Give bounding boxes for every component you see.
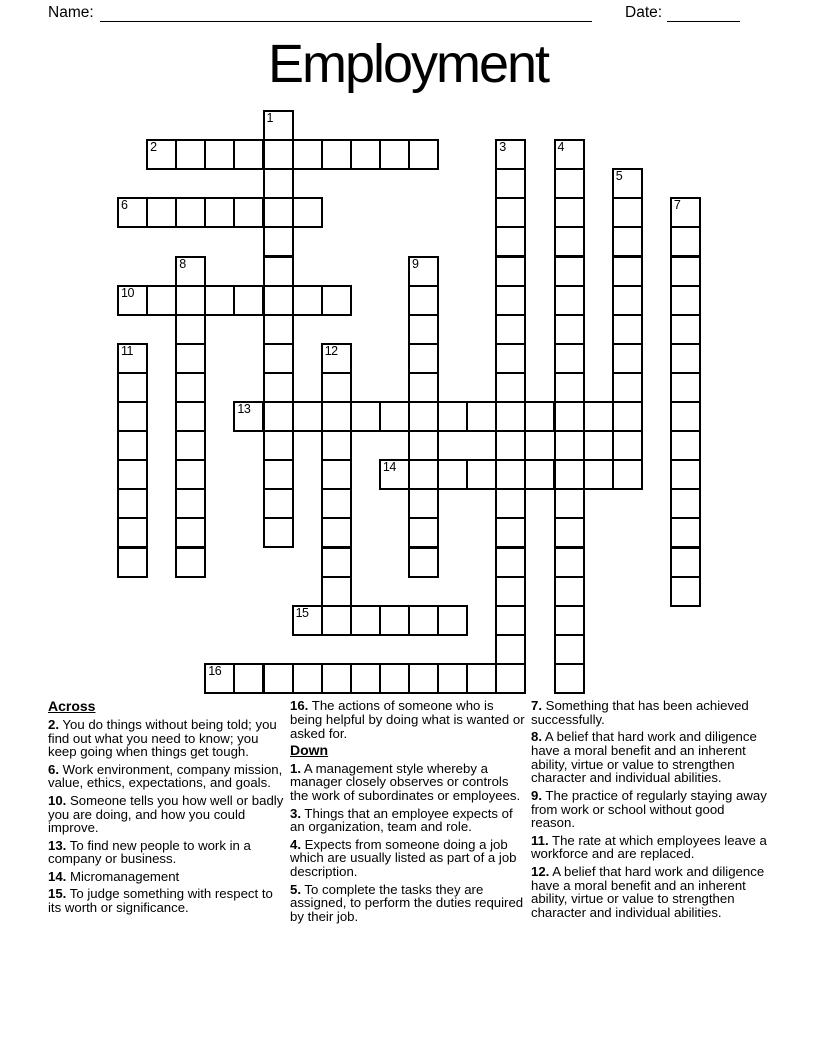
grid-cell-r19-c5[interactable] (263, 663, 294, 694)
grid-cell-r11-c2[interactable] (175, 430, 206, 461)
grid-cell-r9-c0[interactable] (117, 372, 148, 403)
grid-cell-r10-c10[interactable] (408, 401, 439, 432)
clue-across-13: 13. To find new people to work in a company or business. (48, 837, 251, 867)
clue-number: 1. (290, 760, 301, 776)
grid-cell-r6-c17[interactable] (612, 285, 643, 316)
grid-cell-r3-c6[interactable] (292, 197, 323, 228)
grid-cell-r19-c9[interactable] (379, 663, 410, 694)
clue-number: 13. (48, 837, 67, 853)
grid-cell-r18-c13[interactable] (495, 634, 526, 665)
clue-down-4: 4. Expects from someone doing a job which are usually listed as part of a job description. (290, 836, 517, 880)
cell-number-2: 2 (150, 140, 157, 155)
grid-cell-r10-c15[interactable] (554, 401, 585, 432)
grid-cell-r12-c19[interactable] (670, 459, 701, 490)
grid-cell-r10-c13[interactable] (495, 401, 526, 432)
grid-cell-r16-c15[interactable] (554, 576, 585, 607)
clues-column-2 (290, 699, 527, 927)
clue-number: 9. (531, 787, 542, 803)
clue-across-10: 10. Someone tells you how well or badly you are doing, and how you could improve. (48, 792, 284, 836)
grid-cell-r8-c0[interactable] (117, 343, 148, 374)
grid-cell-r6-c0[interactable] (117, 285, 148, 316)
grid-cell-r5-c15[interactable] (554, 256, 585, 287)
grid-cell-r4-c17[interactable] (612, 226, 643, 257)
grid-cell-r19-c11[interactable] (437, 663, 468, 694)
grid-cell-r12-c2[interactable] (175, 459, 206, 490)
grid-cell-r12-c11[interactable] (437, 459, 468, 490)
grid-cell-r8-c17[interactable] (612, 343, 643, 374)
clue-across-6: 6. Work environment, company mission, value, ethics, expectations, and goals. (48, 761, 283, 791)
grid-cell-r3-c4[interactable] (233, 197, 264, 228)
grid-cell-r1-c5[interactable] (263, 139, 294, 170)
cell-number-4: 4 (557, 140, 564, 155)
clue-number: 2. (48, 716, 59, 732)
grid-cell-r17-c15[interactable] (554, 605, 585, 636)
grid-cell-r6-c5[interactable] (263, 285, 294, 316)
cell-number-14: 14 (382, 460, 396, 475)
clue-number: 8. (531, 729, 542, 745)
grid-cell-r11-c7[interactable] (321, 430, 352, 461)
cell-number-12: 12 (324, 343, 338, 358)
clue-number: 14. (48, 868, 67, 884)
grid-cell-r19-c15[interactable] (554, 663, 585, 694)
grid-cell-r5-c17[interactable] (612, 256, 643, 287)
grid-cell-r6-c7[interactable] (321, 285, 352, 316)
cell-number-16: 16 (208, 663, 222, 678)
grid-cell-r15-c0[interactable] (117, 547, 148, 578)
grid-cell-r6-c19[interactable] (670, 285, 701, 316)
clue-number: 3. (290, 805, 301, 821)
grid-cell-r16-c13[interactable] (495, 576, 526, 607)
grid-cell-r7-c19[interactable] (670, 314, 701, 345)
grid-cell-r1-c9[interactable] (379, 139, 410, 170)
grid-cell-r15-c10[interactable] (408, 547, 439, 578)
grid-cell-r2-c13[interactable] (495, 168, 526, 199)
grid-cell-r15-c13[interactable] (495, 547, 526, 578)
cell-number-15: 15 (295, 605, 309, 620)
grid-cell-r19-c10[interactable] (408, 663, 439, 694)
clue-down-11: 11. The rate at which employees leave a workforce and are replaced. (531, 832, 767, 862)
grid-cell-r1-c2[interactable] (175, 139, 206, 170)
grid-cell-r17-c7[interactable] (321, 605, 352, 636)
grid-cell-r12-c9[interactable] (379, 459, 410, 490)
cell-number-10: 10 (121, 285, 134, 300)
grid-cell-r6-c15[interactable] (554, 285, 585, 316)
clue-down-7: 7. Something that has been achieved successfully. (531, 698, 749, 727)
grid-cell-r5-c2[interactable] (175, 256, 206, 287)
grid-cell-r14-c10[interactable] (408, 517, 439, 548)
clues-column-3 (531, 699, 768, 923)
grid-cell-r13-c0[interactable] (117, 488, 148, 519)
grid-cell-r6-c1[interactable] (146, 285, 177, 316)
grid-cell-r7-c10[interactable] (408, 314, 439, 345)
grid-cell-r19-c6[interactable] (292, 663, 323, 694)
grid-cell-r3-c15[interactable] (554, 197, 585, 228)
clue-number: 15. (48, 886, 67, 902)
grid-cell-r8-c5[interactable] (263, 343, 294, 374)
date-fill-line[interactable] (667, 5, 740, 22)
grid-cell-r11-c0[interactable] (117, 430, 148, 461)
grid-cell-r11-c17[interactable] (612, 430, 643, 461)
grid-cell-r9-c2[interactable] (175, 372, 206, 403)
grid-cell-r5-c19[interactable] (670, 256, 701, 287)
grid-cell-r9-c15[interactable] (554, 372, 585, 403)
grid-cell-r13-c15[interactable] (554, 488, 585, 519)
cell-number-13: 13 (237, 402, 251, 416)
grid-cell-r7-c17[interactable] (612, 314, 643, 345)
grid-cell-r10-c0[interactable] (117, 401, 148, 432)
grid-cell-r7-c5[interactable] (263, 314, 294, 345)
grid-cell-r8-c15[interactable] (554, 343, 585, 374)
grid-cell-r19-c8[interactable] (350, 663, 381, 694)
grid-cell-r15-c2[interactable] (175, 547, 206, 578)
grid-cell-r1-c3[interactable] (204, 139, 235, 170)
grid-cell-r10-c6[interactable] (292, 401, 323, 432)
grid-cell-r18-c15[interactable] (554, 634, 585, 665)
grid-cell-r15-c19[interactable] (670, 547, 701, 578)
grid-cell-r1-c8[interactable] (350, 139, 381, 170)
page-title: Employment (267, 34, 549, 94)
grid-cell-r14-c13[interactable] (495, 517, 526, 548)
grid-cell-r4-c19[interactable] (670, 226, 701, 257)
clue-number: 4. (290, 836, 301, 852)
clue-down-9: 9. The practice of regularly staying away from work or school without good reason. (531, 787, 767, 831)
grid-cell-r5-c13[interactable] (495, 256, 526, 287)
grid-cell-r8-c19[interactable] (670, 343, 701, 374)
grid-cell-r12-c7[interactable] (321, 459, 352, 490)
grid-cell-r11-c13[interactable] (495, 430, 526, 461)
cell-number-6: 6 (121, 198, 128, 213)
grid-cell-r16-c19[interactable] (670, 576, 701, 607)
grid-cell-r10-c12[interactable] (466, 401, 497, 432)
grid-cell-r9-c7[interactable] (321, 372, 352, 403)
grid-cell-r15-c7[interactable] (321, 547, 352, 578)
grid-cell-r10-c8[interactable] (350, 401, 381, 432)
grid-cell-r10-c4[interactable] (233, 401, 264, 432)
clue-number: 16. (290, 698, 309, 713)
grid-cell-r8-c7[interactable] (321, 343, 352, 374)
grid-cell-r9-c17[interactable] (612, 372, 643, 403)
grid-cell-r13-c19[interactable] (670, 488, 701, 519)
name-label: Name: (48, 4, 94, 21)
cell-number-11: 11 (121, 343, 133, 358)
down-heading: Down (290, 741, 329, 758)
clue-down-8: 8. A belief that hard work and diligence have a moral benefit and an inherent ability, virtue or value to strengthen character and individual abilities. (531, 729, 757, 786)
grid-cell-r12-c17[interactable] (612, 459, 643, 490)
grid-cell-r3-c17[interactable] (612, 197, 643, 228)
grid-cell-r9-c5[interactable] (263, 372, 294, 403)
grid-cell-r16-c7[interactable] (321, 576, 352, 607)
clue-across-2: 2. You do things without being told; you find out what you need to know; you keep going when things get tough. (48, 716, 277, 760)
grid-cell-r4-c5[interactable] (263, 226, 294, 257)
grid-cell-r6-c4[interactable] (233, 285, 264, 316)
grid-cell-r3-c1[interactable] (146, 197, 177, 228)
grid-cell-r4-c13[interactable] (495, 226, 526, 257)
clue-number: 10. (48, 792, 67, 808)
grid-cell-r1-c15[interactable] (554, 139, 585, 170)
grid-cell-r10-c7[interactable] (321, 401, 352, 432)
cell-number-8: 8 (179, 256, 186, 271)
grid-cell-r10-c9[interactable] (379, 401, 410, 432)
grid-cell-r3-c5[interactable] (263, 197, 294, 228)
grid-cell-r11-c15[interactable] (554, 430, 585, 461)
grid-cell-r1-c1[interactable] (146, 139, 177, 170)
grid-cell-r7-c13[interactable] (495, 314, 526, 345)
grid-cell-r10-c17[interactable] (612, 401, 643, 432)
clue-number: 5. (290, 881, 301, 897)
grid-cell-r11-c10[interactable] (408, 430, 439, 461)
grid-cell-r4-c15[interactable] (554, 226, 585, 257)
grid-cell-r8-c10[interactable] (408, 343, 439, 374)
grid-cell-r1-c6[interactable] (292, 139, 323, 170)
clue-number: 7. (531, 698, 542, 713)
grid-cell-r3-c19[interactable] (670, 197, 701, 228)
grid-cell-r6-c13[interactable] (495, 285, 526, 316)
grid-cell-r19-c4[interactable] (233, 663, 264, 694)
grid-cell-r3-c3[interactable] (204, 197, 235, 228)
date-label: Date: (625, 4, 663, 21)
grid-cell-r19-c3[interactable] (204, 663, 235, 694)
grid-cell-r14-c15[interactable] (554, 517, 585, 548)
crossword-grid (117, 110, 702, 695)
grid-cell-r17-c11[interactable] (437, 605, 468, 636)
grid-cell-r14-c19[interactable] (670, 517, 701, 548)
grid-cell-r1-c13[interactable] (495, 139, 526, 170)
grid-cell-r3-c13[interactable] (495, 197, 526, 228)
clue-down-1: 1. A management style whereby a manager closely observes or controls the work of subordinates or employees. (290, 760, 521, 804)
clue-across-14: 14. Micromanagement (48, 868, 180, 884)
grid-cell-r6-c3[interactable] (204, 285, 235, 316)
grid-cell-r10-c5[interactable] (263, 401, 294, 432)
grid-cell-r10-c16[interactable] (583, 401, 614, 432)
grid-cell-r10-c14[interactable] (524, 401, 555, 432)
grid-cell-r13-c2[interactable] (175, 488, 206, 519)
grid-cell-r17-c6[interactable] (292, 605, 323, 636)
grid-cell-r19-c12[interactable] (466, 663, 497, 694)
cell-number-9: 9 (412, 256, 419, 271)
cell-number-1: 1 (266, 111, 273, 125)
grid-cell-r7-c2[interactable] (175, 314, 206, 345)
clue-down-12: 12. A belief that hard work and diligence have a moral benefit and an inherent ability, virtue or value to strengthen character and individual abilities. (531, 863, 765, 921)
clue-down-5: 5. To complete the tasks they are assigned, to perform the duties required by their job. (290, 881, 524, 925)
grid-cell-r13-c5[interactable] (263, 488, 294, 519)
grid-cell-r11-c5[interactable] (263, 430, 294, 461)
grid-cell-r17-c13[interactable] (495, 605, 526, 636)
grid-cell-r17-c8[interactable] (350, 605, 381, 636)
grid-cell-r12-c5[interactable] (263, 459, 294, 490)
grid-cell-r12-c12[interactable] (466, 459, 497, 490)
cell-number-7: 7 (673, 198, 681, 213)
grid-cell-r14-c0[interactable] (117, 517, 148, 548)
grid-cell-r5-c5[interactable] (263, 256, 294, 287)
grid-cell-r10-c19[interactable] (670, 401, 701, 432)
grid-cell-r2-c17[interactable] (612, 168, 643, 199)
grid-cell-r8-c2[interactable] (175, 343, 206, 374)
grid-cell-r13-c13[interactable] (495, 488, 526, 519)
grid-cell-r2-c5[interactable] (263, 168, 294, 199)
grid-cell-r12-c14[interactable] (524, 459, 555, 490)
grid-cell-r12-c10[interactable] (408, 459, 439, 490)
grid-cell-r5-c10[interactable] (408, 256, 439, 287)
grid-cell-r0-c5[interactable] (263, 110, 294, 141)
across-heading: Across (48, 698, 96, 714)
grid-cell-r9-c13[interactable] (495, 372, 526, 403)
grid-cell-r9-c19[interactable] (670, 372, 701, 403)
grid-cell-r6-c10[interactable] (408, 285, 439, 316)
grid-cell-r3-c0[interactable] (117, 197, 148, 228)
grid-cell-r13-c7[interactable] (321, 488, 352, 519)
grid-cell-r11-c19[interactable] (670, 430, 701, 461)
clue-number: 11. (531, 832, 549, 848)
grid-cell-r6-c2[interactable] (175, 285, 206, 316)
grid-cell-r12-c0[interactable] (117, 459, 148, 490)
grid-cell-r14-c2[interactable] (175, 517, 206, 548)
grid-cell-r12-c15[interactable] (554, 459, 585, 490)
grid-cell-r3-c2[interactable] (175, 197, 206, 228)
grid-cell-r2-c15[interactable] (554, 168, 585, 199)
grid-cell-r6-c6[interactable] (292, 285, 323, 316)
grid-cell-r1-c10[interactable] (408, 139, 439, 170)
name-fill-line[interactable] (100, 5, 592, 22)
grid-cell-r12-c13[interactable] (495, 459, 526, 490)
grid-cell-r14-c7[interactable] (321, 517, 352, 548)
grid-cell-r17-c10[interactable] (408, 605, 439, 636)
grid-cell-r1-c7[interactable] (321, 139, 352, 170)
clue-across-15: 15. To judge something with respect to its worth or significance. (48, 886, 273, 915)
clues-column-1 (48, 699, 285, 918)
clue-number: 12. (531, 863, 550, 879)
clue-across-16: 16. The actions of someone who is being helpful by doing what is wanted or asked for. (290, 698, 525, 741)
grid-cell-r19-c7[interactable] (321, 663, 352, 694)
cell-number-5: 5 (615, 169, 623, 184)
clue-down-3: 3. Things that an employee expects of an organization, team and role. (290, 805, 513, 835)
grid-cell-r15-c15[interactable] (554, 547, 585, 578)
grid-cell-r17-c9[interactable] (379, 605, 410, 636)
cell-number-3: 3 (499, 140, 506, 155)
grid-cell-r10-c11[interactable] (437, 401, 468, 432)
grid-cell-r7-c15[interactable] (554, 314, 585, 345)
grid-cell-r10-c2[interactable] (175, 401, 206, 432)
grid-cell-r13-c10[interactable] (408, 488, 439, 519)
grid-cell-r14-c5[interactable] (263, 517, 294, 548)
grid-cell-r9-c10[interactable] (408, 372, 439, 403)
grid-cell-r1-c4[interactable] (233, 139, 264, 170)
clue-number: 6. (48, 761, 59, 777)
grid-cell-r12-c16[interactable] (583, 459, 614, 490)
grid-cell-r8-c13[interactable] (495, 343, 526, 374)
grid-cell-r19-c13[interactable] (495, 663, 526, 694)
